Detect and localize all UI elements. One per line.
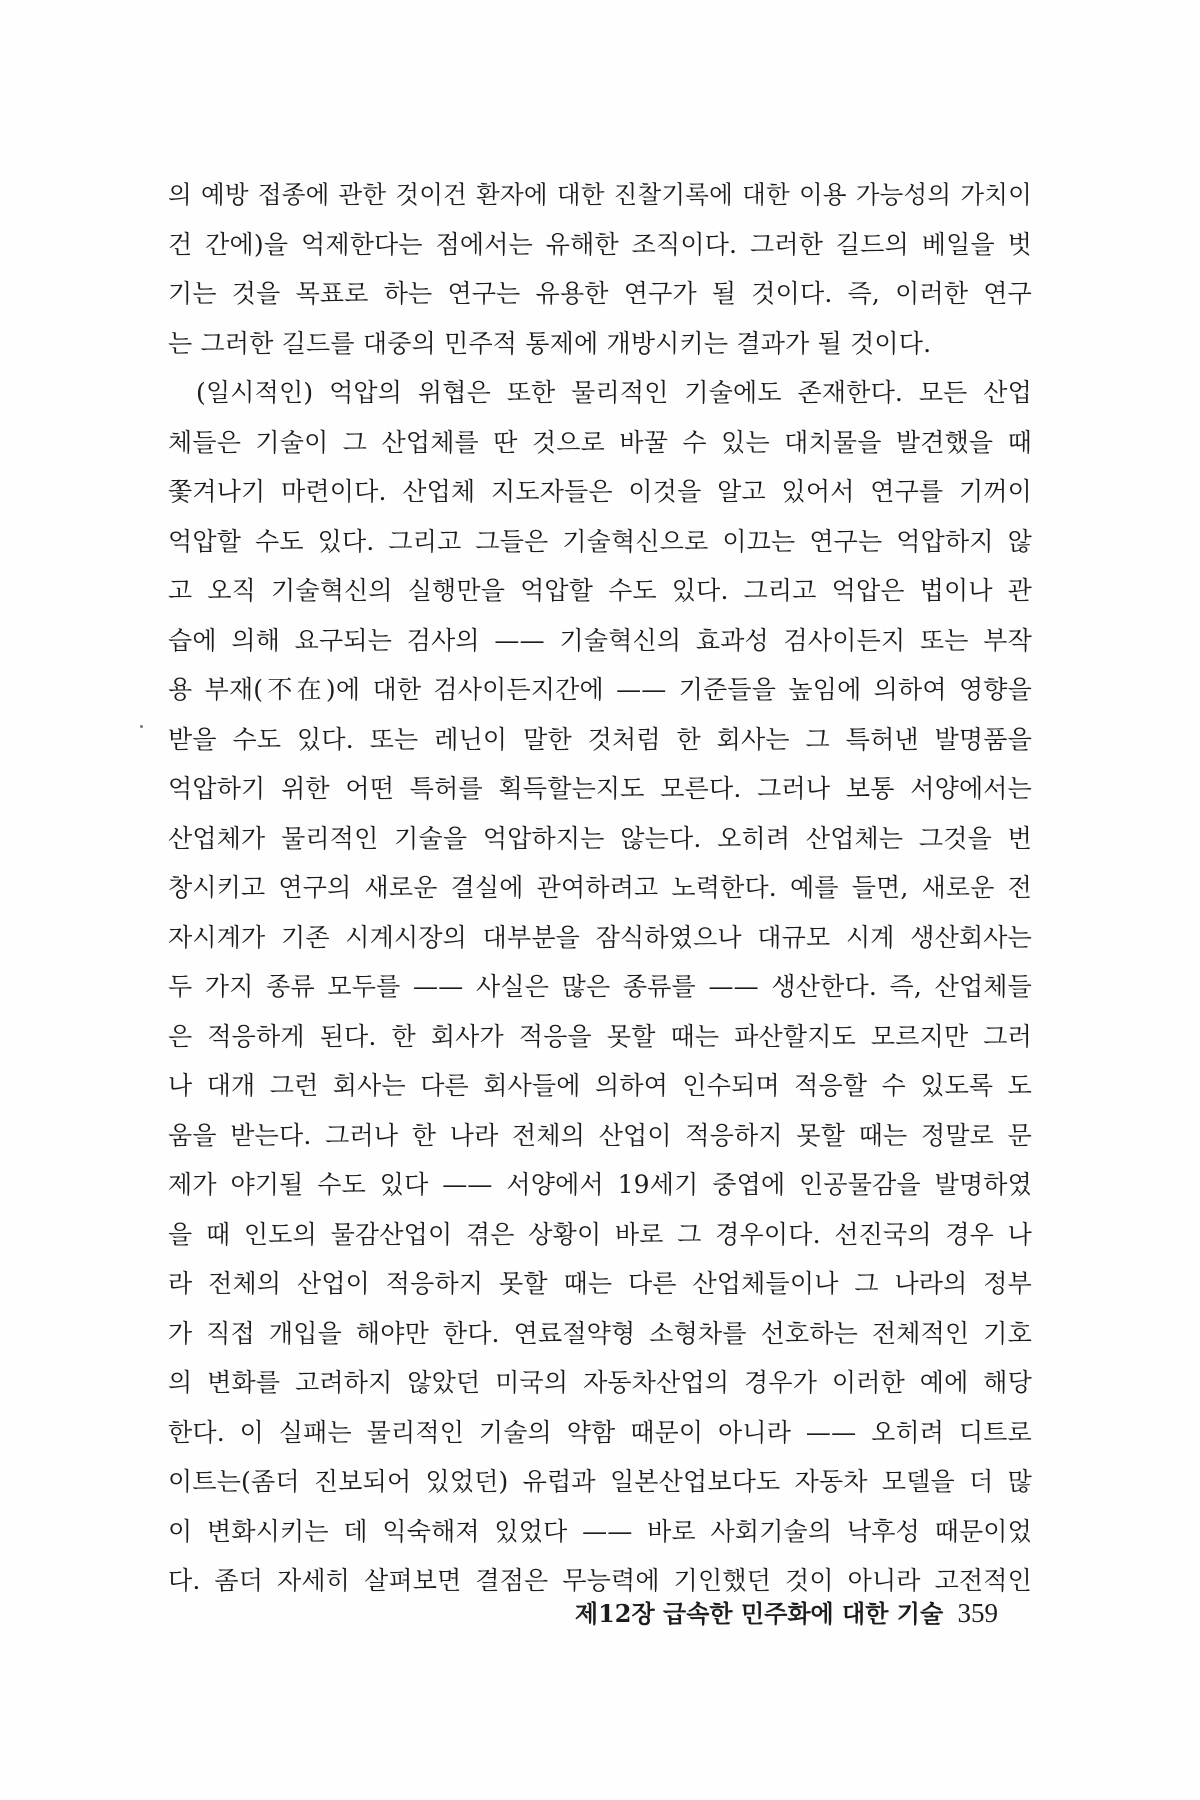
text-line: 이 변화시키는 데 익숙해져 있었다 —— 바로 사회기술의 낙후성 때문이었: [168, 1516, 1032, 1546]
text-line: 나 대개 그런 회사는 다른 회사들에 의하여 인수되며 적응할 수 있도록 도: [168, 1071, 1032, 1100]
text-line: 라 전체의 산업이 적응하지 못할 때는 다른 산업체들이나 그 나라의 정부: [168, 1269, 1032, 1298]
text-line: 산업체가 물리적인 기술을 억압하지는 않는다. 오히려 산업체는 그것을 번: [168, 823, 1032, 853]
text-line: 는 그러한 길드를 대중의 민주적 통제에 개방시키는 결과가 될 것이다.: [168, 328, 932, 358]
text-line: 두 가지 종류 모두를 —— 사실은 많은 종류를 —— 생산한다. 즉, 산업체들: [168, 972, 1032, 1001]
text-line: 을 때 인도의 물감산업이 겪은 상황이 바로 그 경우이다. 선진국의 경우 나: [168, 1219, 1032, 1249]
text-line: 다. 좀더 자세히 살펴보면 결점은 무능력에 기인했던 것이 아니라 고전적인: [168, 1566, 1032, 1595]
text-line: 기는 것을 목표로 하는 연구는 유용한 연구가 될 것이다. 즉, 이러한 연구: [168, 279, 1032, 308]
text-line: 의 예방 접종에 관한 것이건 환자에 대한 진찰기록에 대한 이용 가능성의 가치이: [168, 180, 1032, 209]
scan-speck: [140, 725, 143, 728]
text-line: 가 직접 개입을 해야만 한다. 연료절약형 소형차를 선호하는 전체적인 기호: [168, 1318, 1032, 1348]
text-line: 억압할 수도 있다. 그리고 그들은 기술혁신으로 이끄는 연구는 억압하지 않: [168, 526, 1032, 556]
text-line: 의 변화를 고려하지 않았던 미국의 자동차산업의 경우가 이러한 예에 해당: [168, 1368, 1032, 1397]
text-line: 이트는(좀더 진보되어 있었던) 유럽과 일본산업보다도 자동차 모델을 더 많: [168, 1467, 1032, 1496]
paragraph-2: [168, 368, 1032, 1606]
text-line: 고 오직 기술혁신의 실행만을 억압할 수도 있다. 그리고 억압은 법이나 관: [168, 576, 1032, 605]
text-line: (일시적인) 억압의 위협은 또한 물리적인 기술에도 존재한다. 모든 산업: [196, 378, 1032, 407]
page-footer: [168, 1594, 998, 1629]
text-line: 자시계가 기존 시계시장의 대부분을 잠식하였으나 대규모 시계 생산회사는: [168, 922, 1032, 952]
text-line: 용 부재(不在)에 대한 검사이든지간에 —— 기준들을 높임에 의하여 영향을: [168, 675, 1032, 704]
running-head: 제12장 급속한 민주화에 대한 기술: [574, 1599, 944, 1628]
body-text: [168, 170, 1032, 1606]
text-line: 제가 야기될 수도 있다 —— 서양에서 19세기 중엽에 인공물감을 발명하였: [168, 1170, 1032, 1199]
text-line: 움을 받는다. 그러나 한 나라 전체의 산업이 적응하지 못할 때는 정말로 문: [168, 1120, 1032, 1150]
text-line: 받을 수도 있다. 또는 레닌이 말한 것처럼 한 회사는 그 특허낸 발명품을: [168, 724, 1032, 754]
text-line: 쫓겨나기 마련이다. 산업체 지도자들은 이것을 알고 있어서 연구를 기꺼이: [168, 477, 1032, 506]
paragraph-1: [168, 170, 1032, 368]
page-number: 359: [957, 1598, 998, 1628]
text-line: 창시키고 연구의 새로운 결실에 관여하려고 노력한다. 예를 들면, 새로운 전: [168, 873, 1032, 902]
text-line: 습에 의해 요구되는 검사의 —— 기술혁신의 효과성 검사이든지 또는 부작: [168, 625, 1032, 655]
text-line: 억압하기 위한 어떤 특허를 획득할는지도 모른다. 그러나 보통 서양에서는: [168, 774, 1032, 803]
text-line: 건 간에)을 억제한다는 점에서는 유해한 조직이다. 그러한 길드의 베일을 벗: [168, 229, 1032, 259]
text-line: 은 적응하게 된다. 한 회사가 적응을 못할 때는 파산할지도 모르지만 그러: [168, 1021, 1032, 1051]
text-line: 한다. 이 실패는 물리적인 기술의 약함 때문이 아니라 —— 오히려 디트로: [168, 1417, 1032, 1447]
text-line: 체들은 기술이 그 산업체를 딴 것으로 바꿀 수 있는 대치물을 발견했을 때: [168, 427, 1032, 457]
